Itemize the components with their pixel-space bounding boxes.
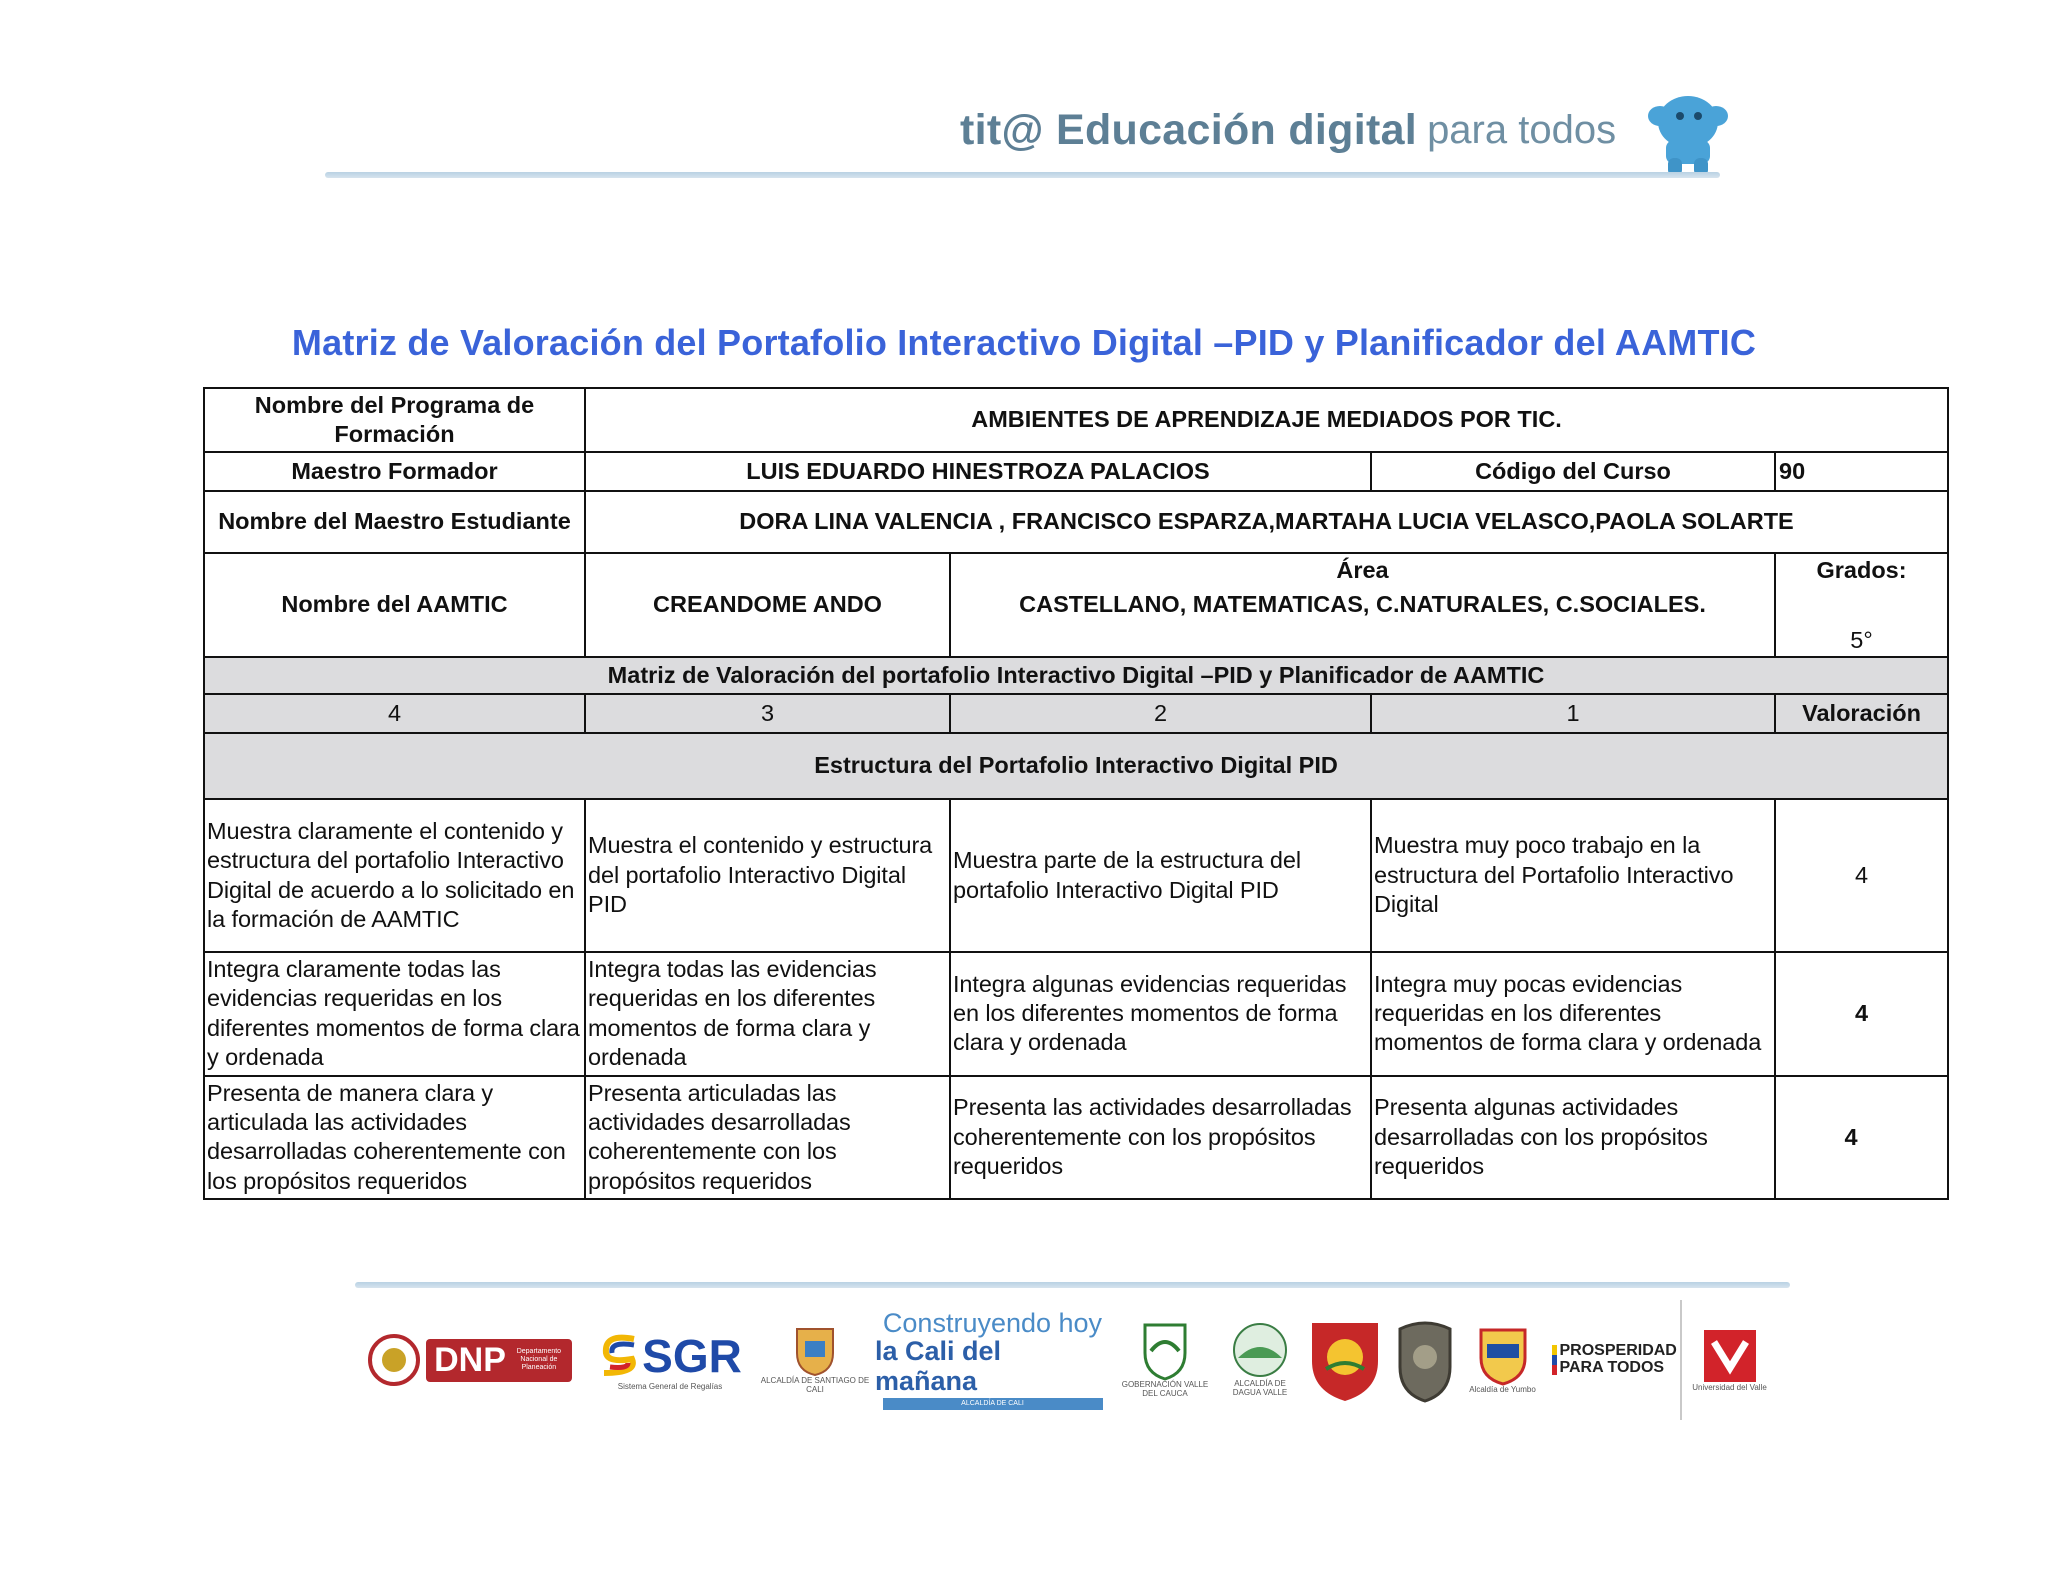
- criteria-cell-4: Integra claramente todas las evidencias requeridas en los diferentes momentos de forma clara y ordenada: [204, 952, 585, 1076]
- criteria-cell-2: Presenta las actividades desarrolladas coherentemente con los propósitos requeridos: [950, 1076, 1371, 1200]
- matrix-heading: Matriz de Valoración del portafolio Interactivo Digital –PID y Planificador de AAMTIC: [204, 657, 1948, 694]
- yumbo-shield-icon: [1465, 1300, 1540, 1420]
- sgr-logo-icon: [590, 1300, 750, 1420]
- valuation-matrix-table: [203, 387, 1949, 1200]
- table-row: [204, 452, 1948, 491]
- table-row: [204, 388, 1948, 452]
- sgr-subtext: Sistema General de Regalías: [617, 1381, 723, 1391]
- document-title: Matriz de Valoración del Portafolio Interactivo Digital –PID y Planificador del AAMTIC: [291, 322, 1757, 363]
- construyendo-text2: la Cali del mañana: [875, 1335, 1002, 1396]
- dagua-shield-icon: [1220, 1300, 1300, 1420]
- cali-subtext: ALCALDÍA DE SANTIAGO DE CALI: [760, 1376, 870, 1394]
- valle-shield-icon: [1115, 1300, 1215, 1420]
- criteria-cell-1: Muestra muy poco trabajo en la estructura del Portafolio Interactivo Digital: [1371, 799, 1775, 952]
- yumbo-subtext: Alcaldía de Yumbo: [1469, 1384, 1536, 1394]
- valoracion-value: 4: [1775, 952, 1948, 1076]
- univalle-logo-icon: [1680, 1300, 1777, 1420]
- score-header-2: 2: [950, 694, 1371, 733]
- table-row: [204, 491, 1948, 553]
- aamtic-label: Nombre del AAMTIC: [204, 553, 585, 657]
- maestro-formador-label: Maestro Formador: [204, 452, 585, 491]
- dnp-subtext: Departamento Nacional de Planeación: [516, 1348, 562, 1371]
- score-header-3: 3: [585, 694, 950, 733]
- criteria-cell-4: Muestra claramente el contenido y estructura del portafolio Interactivo Digital de acuerdo a lo solicitado en la formación de AAMTIC: [204, 799, 585, 952]
- codigo-curso-label: Código del Curso: [1371, 452, 1775, 491]
- codigo-curso-value: 90: [1775, 452, 1948, 491]
- score-header-valoracion: Valoración: [1775, 694, 1948, 733]
- prosperidad-logo-icon: [1548, 1300, 1677, 1420]
- programa-value: AMBIENTES DE APRENDIZAJE MEDIADOS POR TIC.: [585, 388, 1948, 452]
- header-divider: [325, 172, 1720, 178]
- colombia-seal-icon: [365, 1300, 575, 1420]
- dark-shield-icon: [1390, 1300, 1460, 1420]
- criteria-row: [204, 799, 1948, 952]
- criteria-cell-3: Presenta articuladas las actividades desarrolladas coherentemente con los propósitos requeridos: [585, 1076, 950, 1200]
- cali-shield-icon: [760, 1300, 870, 1420]
- criteria-cell-1: Presenta algunas actividades desarrolladas con los propósitos requeridos: [1371, 1076, 1775, 1200]
- grados-value: 5°: [1850, 627, 1873, 653]
- area-value: CASTELLANO, MATEMATICAS, C.NATURALES, C.SOCIALES.: [1019, 591, 1706, 617]
- maestro-formador-value: LUIS EDUARDO HINESTROZA PALACIOS: [585, 452, 1371, 491]
- table-row: [204, 733, 1948, 799]
- construyendo-subtext: ALCALDÍA DE CALI: [961, 1400, 1024, 1408]
- table-row: [204, 553, 1948, 657]
- sponsor-logos: [360, 1300, 1780, 1420]
- section-heading: Estructura del Portafolio Interactivo Digital PID: [204, 733, 1948, 799]
- estudiante-value: DORA LINA VALENCIA , FRANCISCO ESPARZA,MARTAHA LUCIA VELASCO,PAOLA SOLARTE: [585, 491, 1948, 553]
- criteria-cell-2: Muestra parte de la estructura del portafolio Interactivo Digital PID: [950, 799, 1371, 952]
- header-brand: [960, 100, 1730, 160]
- criteria-cell-3: Integra todas las evidencias requeridas en los diferentes momentos de forma clara y ordenada: [585, 952, 950, 1076]
- table-row: [204, 657, 1948, 694]
- sgr-text: SGR: [642, 1329, 742, 1382]
- criteria-cell-4: Presenta de manera clara y articulada las actividades desarrolladas coherentemente con los propósitos requeridos: [204, 1076, 585, 1200]
- valoracion-value: 4: [1775, 1076, 1948, 1200]
- score-header-1: 1: [1371, 694, 1775, 733]
- brand-tagline: para todos: [1427, 107, 1617, 152]
- grados-label: Grados:: [1816, 557, 1907, 583]
- dnp-text: DNP: [434, 1340, 506, 1379]
- blue-mascot-icon: [1646, 82, 1730, 178]
- programa-label: Nombre del Programa de Formación: [204, 388, 585, 452]
- prosperidad-text: PROSPERIDAD PARA TODOS: [1559, 1342, 1677, 1376]
- brand-name: tit@ Educación digital: [960, 105, 1418, 154]
- area-label: Área: [1336, 557, 1389, 583]
- area-cell: [950, 553, 1775, 657]
- footer-divider: [355, 1282, 1790, 1288]
- univalle-subtext: Universidad del Valle: [1692, 1382, 1767, 1392]
- grados-cell: [1775, 553, 1948, 657]
- valoracion-value: 4: [1775, 799, 1948, 952]
- criteria-row: [204, 1076, 1948, 1200]
- construyendo-logo-icon: [875, 1300, 1110, 1420]
- criteria-cell-1: Integra muy pocas evidencias requeridas en los diferentes momentos de forma clara y ordenada: [1371, 952, 1775, 1076]
- valle-subtext: GOBERNACIÓN VALLE DEL CAUCA: [1121, 1380, 1209, 1398]
- score-header-row: [204, 694, 1948, 733]
- aamtic-value: CREANDOME ANDO: [585, 553, 950, 657]
- score-header-4: 4: [204, 694, 585, 733]
- criteria-cell-3: Muestra el contenido y estructura del portafolio Interactivo Digital PID: [585, 799, 950, 952]
- dagua-subtext: ALCALDÍA DE DAGUA VALLE: [1232, 1379, 1288, 1397]
- criteria-row: [204, 952, 1948, 1076]
- estudiante-label: Nombre del Maestro Estudiante: [204, 491, 585, 553]
- criteria-cell-2: Integra algunas evidencias requeridas en los diferentes momentos de forma clara y ordenada: [950, 952, 1371, 1076]
- red-shield-icon: [1305, 1300, 1385, 1420]
- construyendo-text: Construyendo hoy: [882, 1307, 1103, 1338]
